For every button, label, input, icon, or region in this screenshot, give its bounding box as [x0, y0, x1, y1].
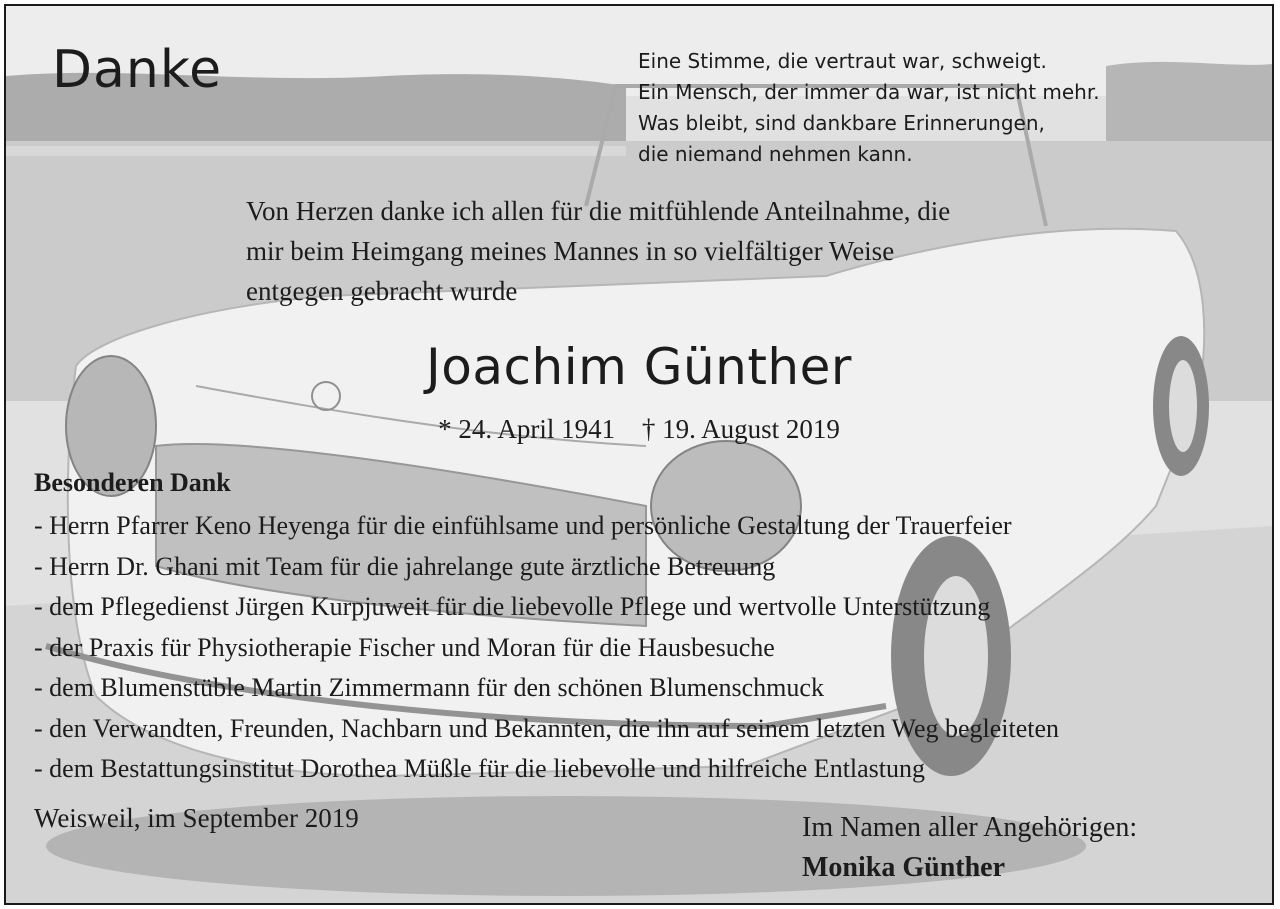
intro-line: entgegen gebracht wurde — [246, 276, 518, 306]
signature-behalf: Im Namen aller Angehörigen: — [802, 812, 1138, 843]
thanks-item: - den Verwandten, Freunden, Nachbarn und Bekannten, die ihn auf seinem letzten Weg begleiteten — [34, 713, 1060, 743]
poem — [638, 46, 1100, 170]
thanks-item: - dem Blumenstüble Martin Zimmermann für den schönen Blumenschmuck — [34, 673, 824, 702]
thanks-list — [34, 506, 1059, 790]
signature-name: Monika Günther — [802, 852, 1006, 883]
poem-line: Was bleibt, sind dankbare Erinnerungen, — [638, 111, 1045, 135]
intro-text — [246, 191, 950, 311]
thanks-item: - dem Pflegedienst Jürgen Kurpjuweit für die liebevolle Pflege und wertvolle Unterstützung — [34, 592, 991, 621]
poem-line: Eine Stimme, die vertraut war, schweigt. — [638, 49, 1047, 73]
thanks-item: - dem Bestattungsinstitut Dorothea Müßle für die liebevolle und hilfreiche Entlastung — [34, 754, 926, 783]
deceased-name: Joachim Günther — [426, 338, 852, 396]
heading-danke: Danke — [52, 40, 223, 100]
thanks-heading: Besonderen Dank — [34, 468, 231, 497]
life-dates — [6, 414, 1272, 445]
poem-line: die niemand nehmen kann. — [638, 142, 913, 166]
thanks-item: - Herrn Dr. Ghani mit Team für die jahrelange gute ärztliche Betreuung — [34, 551, 776, 581]
obituary-card — [4, 4, 1274, 905]
place-date: Weisweil, im September 2019 — [34, 803, 359, 833]
thanks-item: - Herrn Pfarrer Keno Heyenga für die einfühlsame und persönliche Gestaltung der Trauerfeier — [34, 511, 1012, 540]
birth-date: * 24. April 1941 — [438, 414, 616, 444]
intro-line: mir beim Heimgang meines Mannes in so vielfältiger Weise — [246, 236, 895, 266]
thanks-item: - der Praxis für Physiotherapie Fischer und Moran für die Hausbesuche — [34, 632, 775, 662]
intro-line: Von Herzen danke ich allen für die mitfühlende Anteilnahme, die — [246, 196, 951, 226]
poem-line: Ein Mensch, der immer da war, ist nicht mehr. — [638, 80, 1100, 104]
death-date: † 19. August 2019 — [641, 414, 840, 444]
